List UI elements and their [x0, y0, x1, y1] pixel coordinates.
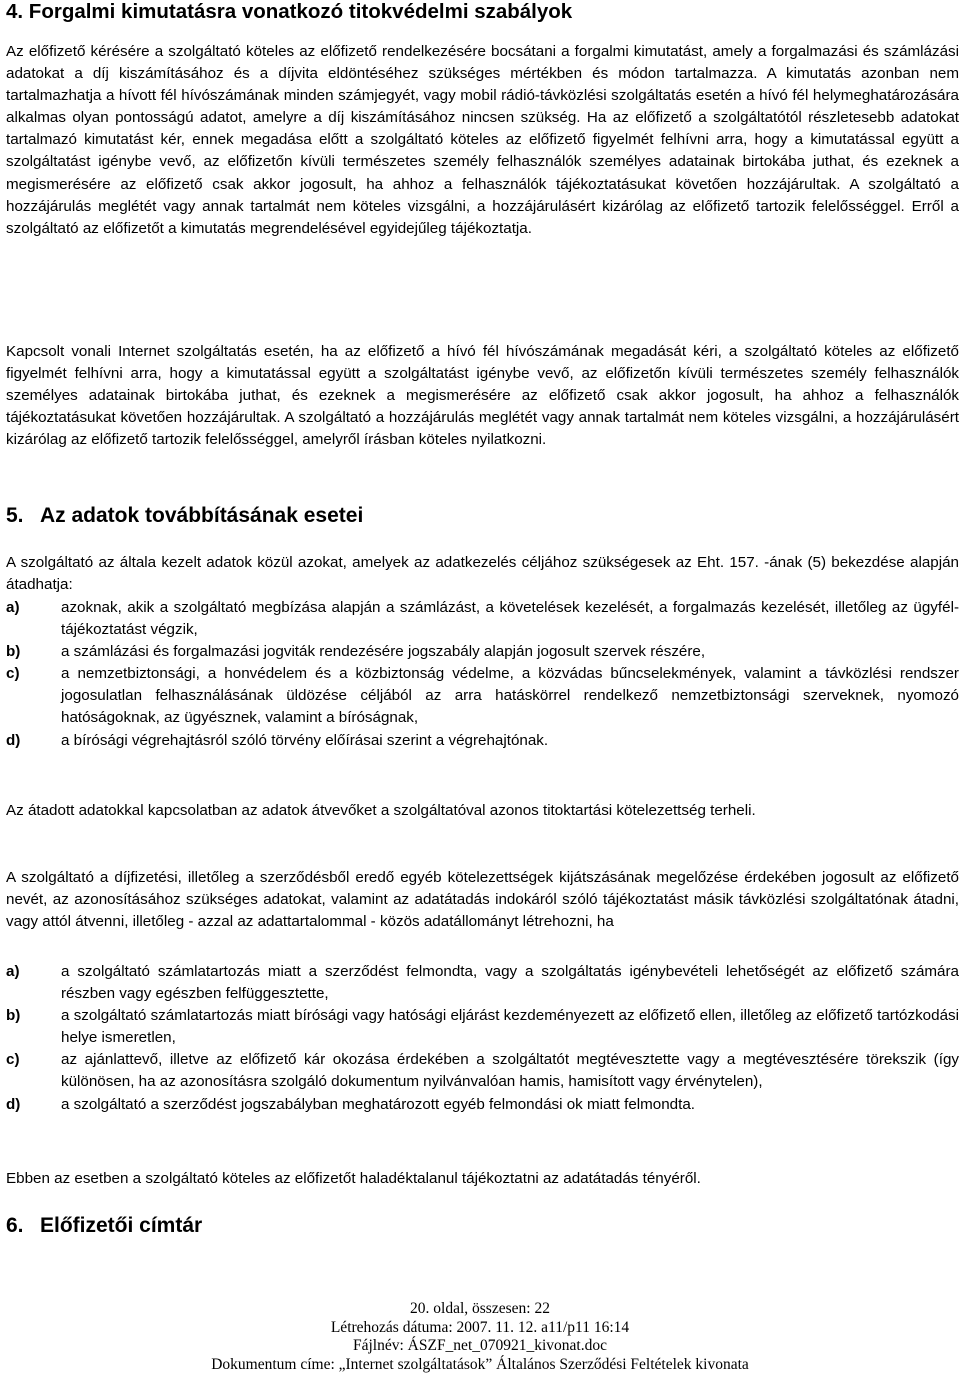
list-marker: a): [6, 599, 20, 616]
page-footer: [0, 1300, 960, 1374]
list-item: [6, 961, 959, 1005]
transfer-recipients-list: [6, 597, 959, 752]
section-5-intro: A szolgáltató az általa kezelt adatok közül azokat, amelyek az adatkezelés céljához szükségesek az Eht. 157. -ának (5) bekezdése alapján átadhatja:: [6, 554, 959, 594]
list-marker: d): [6, 731, 21, 749]
list-item-text: a szolgáltató a szerződést jogszabályban meghatározott egyéb felmondási ok miatt felmondta.: [61, 1095, 696, 1113]
section-4-paragraph-1: Az előfizető kérésére a szolgáltató köteles az előfizető rendelkezésére bocsátani a forgalmi kimutatást, amely a forgalmazási és számlázási adatokat a díj kiszámításához és a díjvita eldöntéséhez szükséges mértékben és módon tartalmazza. A kimutatás azonban nem tartalmazhatja a hívott fél hívószámának minden számjegyét, vagy mobil rádió-távközlési szolgáltatás esetén a hívó fél helymeghatározására alkalmas olyan pontosságú adatot, amelyre a díj kiszámításához nincsen szükség. Ha az előfizető a szolgáltatótól részletesebb adatokat tartalmazó kimutatást kér, ennek megadása előtt a szolgáltató köteles az előfizető figyelmét felhívni arra, hogy a kimutatással együtt a szolgáltatást igénybe vevő, az előfizetőn kívüli természetes személy felhasználók személyes adatainak birtokába juthat, és ezeknek a megismerésére az előfizető csak akkor jogosult, ha ahhoz a felhasználók tájékoztatásukat követően hozzájárultak. A szolgáltató a hozzájárulás meglétét vagy annak tartalmát nem köteles vizsgálni, a hozzájárulásért kizárólag az előfizető tartozik felelősséggel. Erről a szolgáltató az előfizetőt a kimutatás megrendelésével egyidejűleg tájékoztatja.: [6, 43, 959, 237]
section-5-title: Az adatok továbbításának esetei: [40, 504, 364, 527]
fraud-prevention-intro: A szolgáltató a díjfizetési, illetőleg a szerződésből eredő egyéb kötelezettségek kijátszásának megelőzése érdekében jogosult az előfizető nevét, az azonosításához szükséges adatokat, valamint az adatátadás indokáról szóló tájékoztatást másik távközlési szolgáltatónak átadni, vagy attól átvenni, illetőleg - azzal az adattartalommal - közös adatállományt létrehozni, ha: [6, 869, 959, 931]
file-name: Fájlnév: ÁSZF_net_070921_kivonat.doc: [352, 1337, 607, 1355]
list-item: [6, 730, 959, 752]
list-marker: a): [6, 963, 20, 980]
section-6-number: 6.: [6, 1214, 24, 1237]
fraud-conditions-list: [6, 961, 959, 1116]
list-item-text: azoknak, akik a szolgáltató megbízása alapján a számlázást, a követelések kezelését, a forgalmazás kezelését, illetőleg az ügyfél-tájékoztatást végzik,: [61, 599, 959, 639]
list-item: [6, 1005, 959, 1049]
section-5-number: 5.: [6, 504, 24, 527]
creation-date: Létrehozás dátuma: 2007. 11. 12. a11/p11 16:14: [330, 1318, 630, 1336]
section-6-heading: [6, 1213, 202, 1239]
document-title: Dokumentum címe: „Internet szolgáltatások” Általános Szerződési Feltételek kivonata: [211, 1355, 749, 1373]
list-item-text: a bírósági végrehajtásról szóló törvény előírásai szerint a végrehajtónak.: [61, 731, 549, 749]
list-item: [6, 641, 959, 663]
list-item-text: a szolgáltató számlatartozás miatt bírósági vagy hatósági eljárást kezdeményezett az előfizető ellen, illetőleg az előfizető tartózkodási helye ismeretlen,: [61, 1007, 959, 1047]
section-4-heading: 4. Forgalmi kimutatásra vonatkozó titokvédelmi szabályok: [6, 0, 573, 23]
list-item-text: a számlázási és forgalmazási jogviták rendezésére jogszabály alapján jogosult szervek részére,: [61, 643, 706, 661]
list-marker: b): [6, 643, 21, 661]
confidentiality-paragraph: Az átadott adatokkal kapcsolatban az adatok átvevőket a szolgáltatóval azonos titoktartási kötelezettség terheli.: [6, 802, 756, 819]
list-item-text: az ajánlattevő, illetve az előfizető kár okozása érdekében a szolgáltatót megtévesztette vagy a megtévesztésére törekszik (így különösen, ha az azonosításra szolgáló dokumentum nyilvánvalóan hamis, hamisított vagy érvénytelen),: [61, 1051, 959, 1091]
list-item: [6, 1049, 959, 1093]
list-marker: d): [6, 1095, 21, 1113]
list-marker: c): [6, 665, 20, 683]
page-number: 20. oldal, összesen: 22: [410, 1300, 550, 1317]
list-marker: b): [6, 1007, 21, 1025]
list-item: [6, 1094, 959, 1116]
list-item-text: a szolgáltató számlatartozás miatt a szerződést felmondta, vagy a szolgáltatás igénybevételi lehetőségét az előfizető számára részben vagy egészben felfüggesztette,: [61, 963, 959, 1003]
section-6-title: Előfizetői címtár: [40, 1214, 203, 1237]
list-marker: c): [6, 1051, 20, 1069]
section-4-paragraph-2: Kapcsolt vonali Internet szolgáltatás esetén, ha az előfizető a hívó fél hívószámának megadását kéri, a szolgáltató köteles az előfizető figyelmét felhívni arra, hogy a kimutatással együtt a szolgáltatást igénybe vevő, az előfizetőn kívüli természetes személy felhasználók személyes adatainak birtokába juthat, és ezeknek a megismerésére az előfizető csak akkor jogosult, ha ahhoz a felhasználók tájékoztatásukat követően hozzájárultak. A szolgáltató a hozzájárulás meglétét vagy annak tartalmát nem köteles vizsgálni, a hozzájárulásért kizárólag az előfizető tartozik felelősséggel, amelyről írásban köteles nyilatkozni.: [6, 343, 959, 449]
notification-paragraph: Ebben az esetben a szolgáltató köteles az előfizetőt haladéktalanul tájékoztatni az adatátadás tényéről.: [6, 1170, 701, 1187]
section-5-heading: [6, 503, 363, 529]
list-item: [6, 597, 959, 641]
list-item: [6, 663, 959, 729]
list-item-text: a nemzetbiztonsági, a honvédelem és a közbiztonság védelme, a közvádas bűncselekmények, valamint a távközlési rendszer jogosulatlan felhasználásának üldözése céljából az arra hatáskörrel rendelkező nemzetbiztonsági szerveknek, nyomozó hatóságoknak, az ügyésznek, valamint a bíróságnak,: [61, 665, 959, 727]
